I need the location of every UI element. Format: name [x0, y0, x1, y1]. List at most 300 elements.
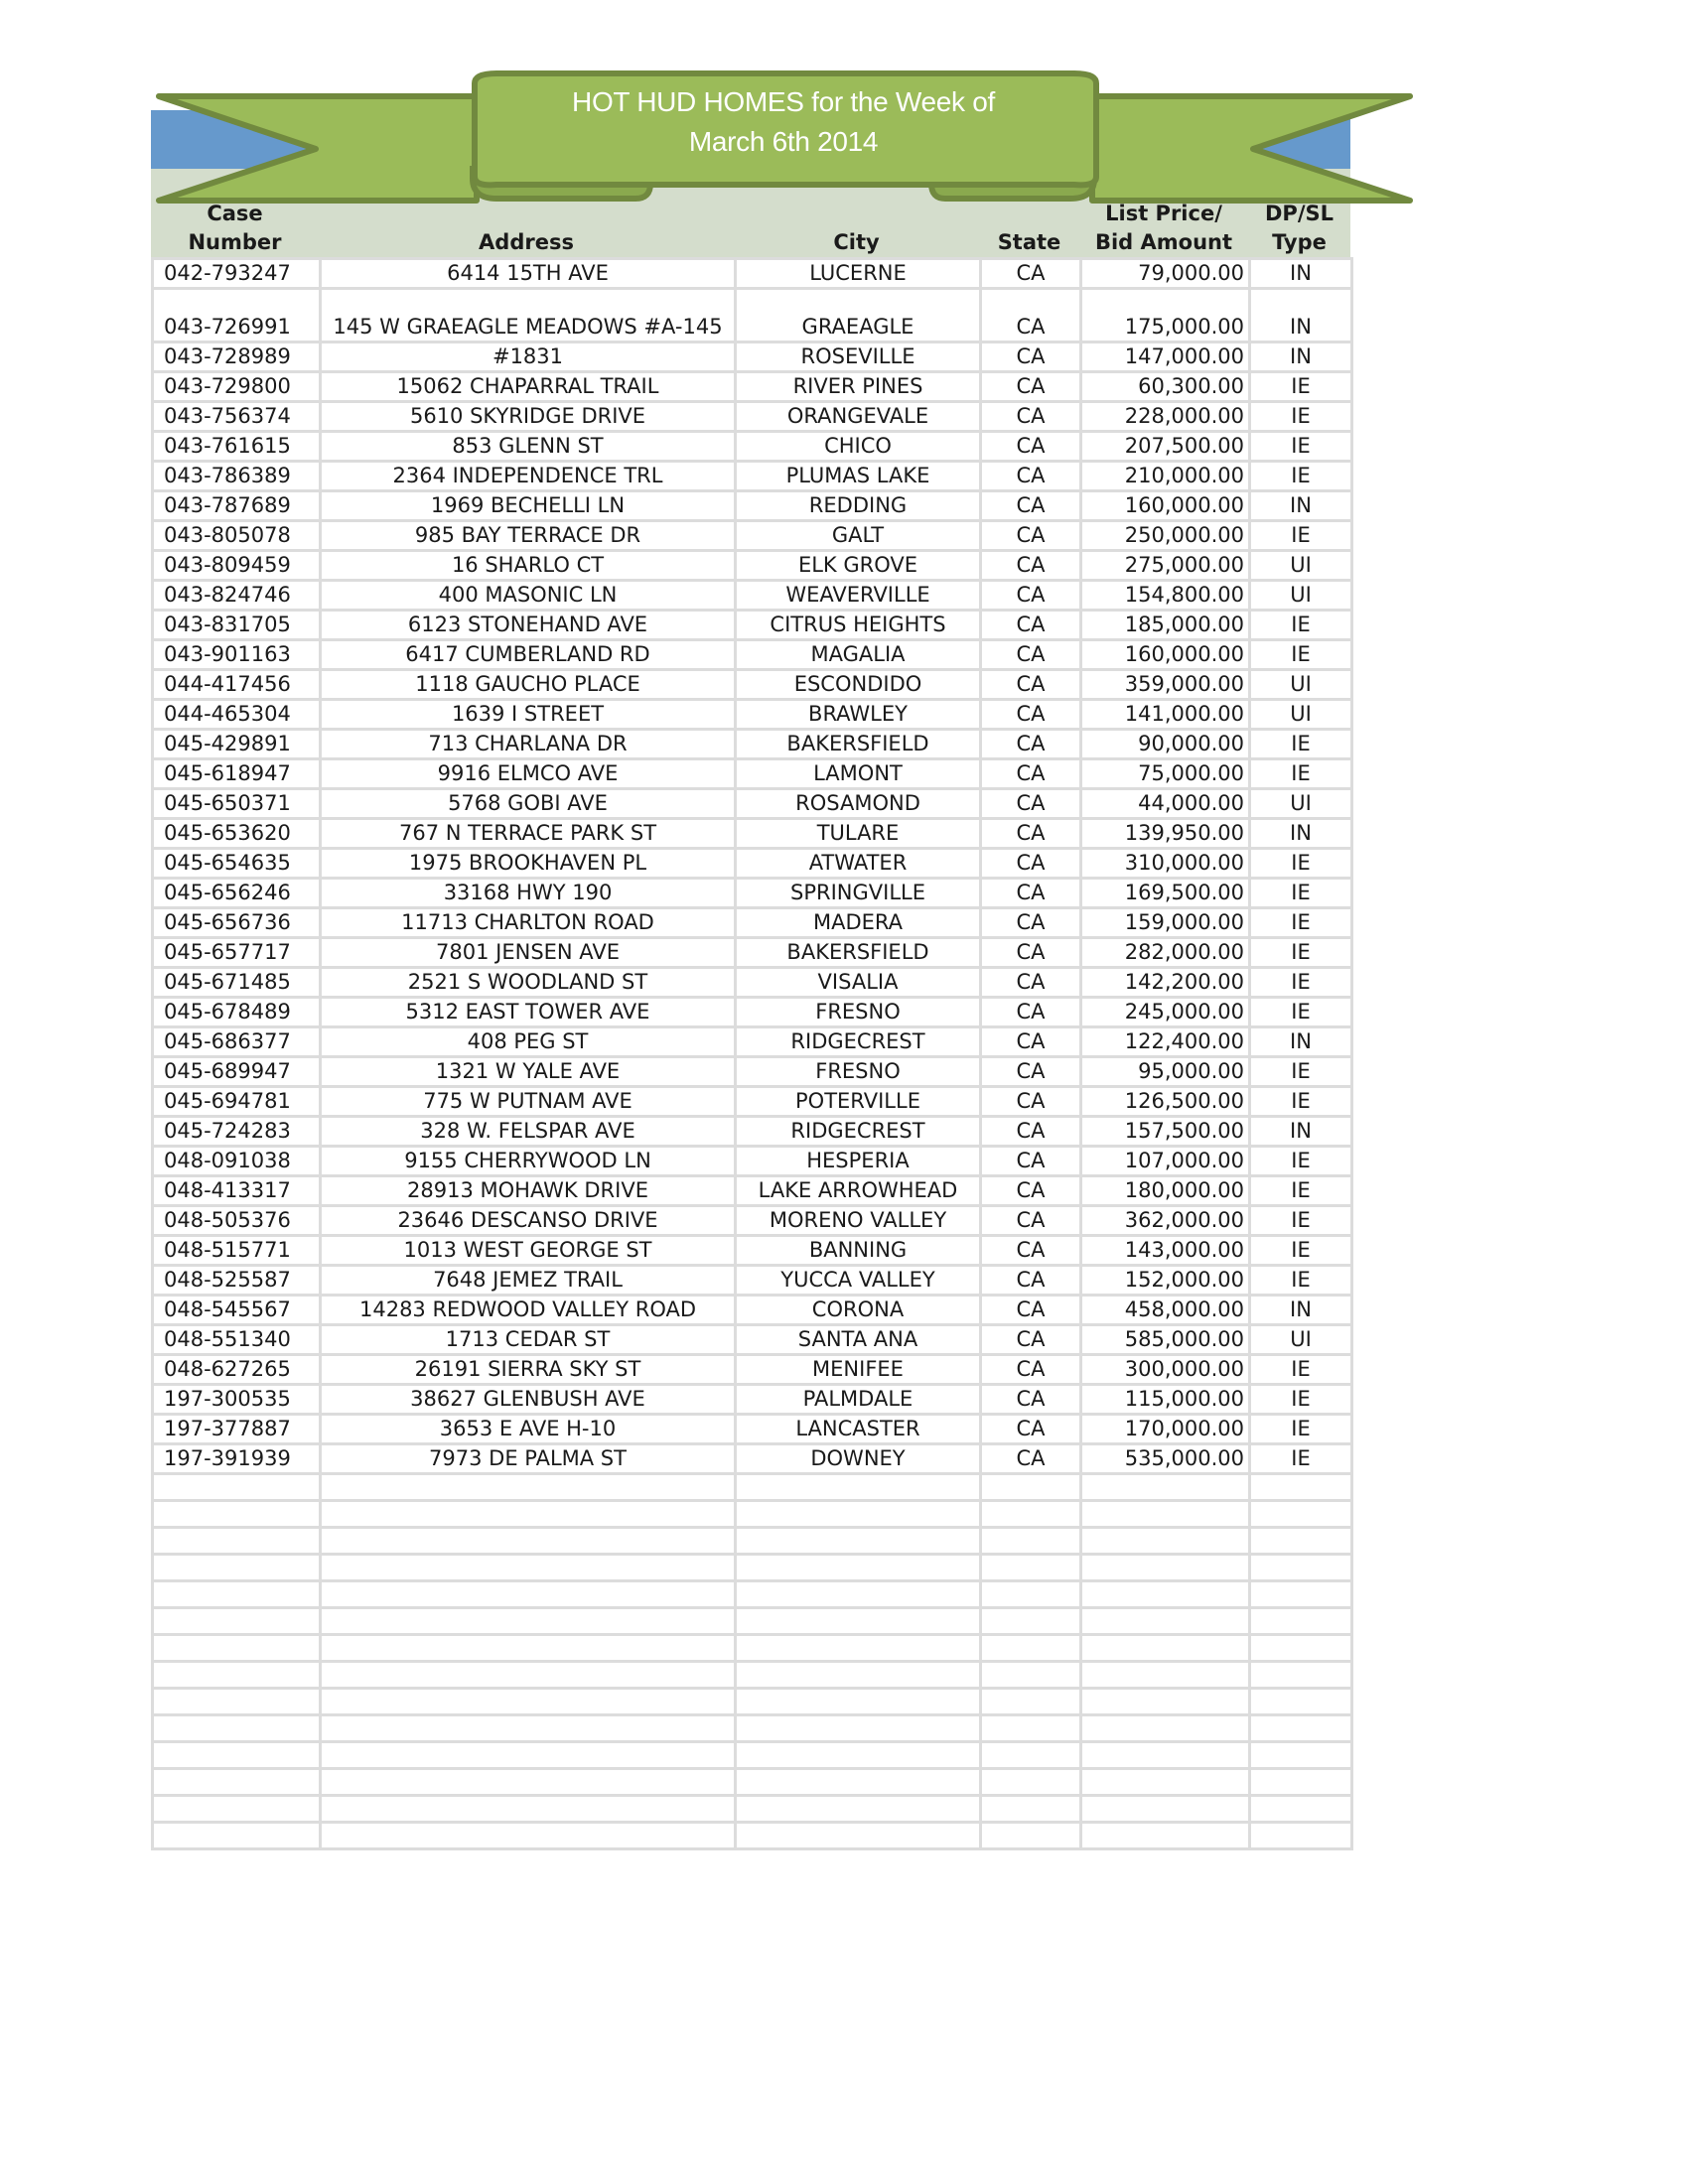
- case-number-cell: 045-724283: [153, 1117, 321, 1147]
- price-cell: 245,000.00: [1081, 998, 1250, 1027]
- state-cell: CA: [981, 1087, 1081, 1117]
- empty-cell: [321, 1689, 736, 1715]
- type-cell: IE: [1250, 521, 1352, 551]
- header-price: [1079, 194, 1248, 257]
- city-cell: LANCASTER: [736, 1415, 981, 1444]
- case-number-cell: 197-391939: [153, 1444, 321, 1474]
- empty-table-row: [153, 1581, 1352, 1608]
- empty-cell: [736, 1689, 981, 1715]
- empty-table-row: [153, 1528, 1352, 1555]
- state-cell: CA: [981, 1027, 1081, 1057]
- table-row: [153, 1415, 1352, 1444]
- page-title: [469, 82, 1098, 162]
- type-cell: IN: [1250, 259, 1352, 289]
- state-cell: CA: [981, 1176, 1081, 1206]
- table-row: [153, 998, 1352, 1027]
- header-price-line1: List Price/: [1105, 202, 1222, 225]
- case-number-cell: 044-417456: [153, 670, 321, 700]
- price-cell: 169,500.00: [1081, 879, 1250, 908]
- empty-table-row: [153, 1555, 1352, 1581]
- city-cell: LUCERNE: [736, 259, 981, 289]
- type-cell: IE: [1250, 938, 1352, 968]
- empty-cell: [153, 1823, 321, 1849]
- state-cell: CA: [981, 730, 1081, 759]
- table-row: [153, 1236, 1352, 1266]
- empty-cell: [1081, 1689, 1250, 1715]
- price-cell: 157,500.00: [1081, 1117, 1250, 1147]
- table-row: [153, 1444, 1352, 1474]
- city-cell: MENIFEE: [736, 1355, 981, 1385]
- empty-cell: [981, 1715, 1081, 1742]
- empty-cell: [736, 1635, 981, 1662]
- table-row: [153, 670, 1352, 700]
- empty-cell: [153, 1581, 321, 1608]
- case-number-cell: 043-756374: [153, 402, 321, 432]
- type-cell: UI: [1250, 581, 1352, 611]
- type-cell: IE: [1250, 1176, 1352, 1206]
- empty-cell: [981, 1742, 1081, 1769]
- type-cell: UI: [1250, 551, 1352, 581]
- price-cell: 152,000.00: [1081, 1266, 1250, 1296]
- table-row: [153, 1355, 1352, 1385]
- address-cell: 14283 REDWOOD VALLEY ROAD: [321, 1296, 736, 1325]
- empty-cell: [1250, 1796, 1352, 1823]
- empty-cell: [1250, 1715, 1352, 1742]
- empty-cell: [153, 1528, 321, 1555]
- empty-cell: [981, 1474, 1081, 1501]
- city-cell: HESPERIA: [736, 1147, 981, 1176]
- case-number-cell: 048-551340: [153, 1325, 321, 1355]
- empty-cell: [321, 1715, 736, 1742]
- state-cell: CA: [981, 1117, 1081, 1147]
- price-cell: 585,000.00: [1081, 1325, 1250, 1355]
- empty-cell: [981, 1635, 1081, 1662]
- price-cell: 250,000.00: [1081, 521, 1250, 551]
- empty-cell: [1250, 1635, 1352, 1662]
- type-cell: IN: [1250, 1117, 1352, 1147]
- table-row: [153, 342, 1352, 372]
- state-cell: CA: [981, 1266, 1081, 1296]
- address-cell: 5610 SKYRIDGE DRIVE: [321, 402, 736, 432]
- case-number-cell: 043-809459: [153, 551, 321, 581]
- price-cell: 207,500.00: [1081, 432, 1250, 462]
- case-number-cell: 043-805078: [153, 521, 321, 551]
- state-cell: CA: [981, 289, 1081, 342]
- type-cell: IE: [1250, 1385, 1352, 1415]
- header-case-line2: Number: [188, 230, 282, 254]
- ribbon-left-tail: [159, 96, 477, 201]
- city-cell: TULARE: [736, 819, 981, 849]
- empty-cell: [736, 1501, 981, 1528]
- empty-cell: [981, 1796, 1081, 1823]
- type-cell: IE: [1250, 372, 1352, 402]
- address-cell: 7973 DE PALMA ST: [321, 1444, 736, 1474]
- city-cell: RIVER PINES: [736, 372, 981, 402]
- city-cell: CORONA: [736, 1296, 981, 1325]
- city-cell: ELK GROVE: [736, 551, 981, 581]
- empty-table-row: [153, 1662, 1352, 1689]
- price-cell: 458,000.00: [1081, 1296, 1250, 1325]
- price-cell: 275,000.00: [1081, 551, 1250, 581]
- price-cell: 141,000.00: [1081, 700, 1250, 730]
- type-cell: IE: [1250, 1206, 1352, 1236]
- header-state-label: State: [997, 230, 1061, 254]
- type-cell: IE: [1250, 1057, 1352, 1087]
- header-case-line1: Case: [207, 202, 263, 225]
- state-cell: CA: [981, 372, 1081, 402]
- price-cell: 44,000.00: [1081, 789, 1250, 819]
- state-cell: CA: [981, 342, 1081, 372]
- empty-cell: [321, 1608, 736, 1635]
- empty-cell: [153, 1608, 321, 1635]
- case-number-cell: 048-505376: [153, 1206, 321, 1236]
- empty-cell: [736, 1742, 981, 1769]
- state-cell: CA: [981, 640, 1081, 670]
- city-cell: MAGALIA: [736, 640, 981, 670]
- type-cell: IE: [1250, 759, 1352, 789]
- table-row: [153, 968, 1352, 998]
- type-cell: UI: [1250, 789, 1352, 819]
- price-cell: 79,000.00: [1081, 259, 1250, 289]
- type-cell: IE: [1250, 1087, 1352, 1117]
- table-row: [153, 462, 1352, 491]
- city-cell: LAKE ARROWHEAD: [736, 1176, 981, 1206]
- empty-cell: [1081, 1742, 1250, 1769]
- empty-cell: [153, 1715, 321, 1742]
- type-cell: IN: [1250, 342, 1352, 372]
- empty-cell: [1250, 1581, 1352, 1608]
- address-cell: 1118 GAUCHO PLACE: [321, 670, 736, 700]
- empty-cell: [321, 1662, 736, 1689]
- city-cell: CITRUS HEIGHTS: [736, 611, 981, 640]
- empty-cell: [153, 1501, 321, 1528]
- address-cell: 5768 GOBI AVE: [321, 789, 736, 819]
- table-row: [153, 1385, 1352, 1415]
- table-row: [153, 1147, 1352, 1176]
- header-address-label: Address: [479, 230, 574, 254]
- address-cell: 16 SHARLO CT: [321, 551, 736, 581]
- city-cell: ESCONDIDO: [736, 670, 981, 700]
- header-city: [734, 194, 979, 257]
- type-cell: IE: [1250, 640, 1352, 670]
- case-number-cell: 043-726991: [153, 289, 321, 342]
- price-cell: 126,500.00: [1081, 1087, 1250, 1117]
- case-number-cell: 048-515771: [153, 1236, 321, 1266]
- price-cell: 362,000.00: [1081, 1206, 1250, 1236]
- city-cell: VISALIA: [736, 968, 981, 998]
- table-row: [153, 1176, 1352, 1206]
- table-row: [153, 1117, 1352, 1147]
- empty-cell: [1081, 1501, 1250, 1528]
- table-row: [153, 1206, 1352, 1236]
- state-cell: CA: [981, 1444, 1081, 1474]
- state-cell: CA: [981, 611, 1081, 640]
- state-cell: CA: [981, 1057, 1081, 1087]
- address-cell: 145 W GRAEAGLE MEADOWS #A-145: [321, 289, 736, 342]
- city-cell: LAMONT: [736, 759, 981, 789]
- case-number-cell: 045-656736: [153, 908, 321, 938]
- state-cell: CA: [981, 402, 1081, 432]
- empty-cell: [981, 1608, 1081, 1635]
- empty-cell: [1250, 1689, 1352, 1715]
- case-number-cell: 043-786389: [153, 462, 321, 491]
- case-number-cell: 045-618947: [153, 759, 321, 789]
- state-cell: CA: [981, 521, 1081, 551]
- empty-cell: [1081, 1528, 1250, 1555]
- address-cell: 6123 STONEHAND AVE: [321, 611, 736, 640]
- address-cell: 713 CHARLANA DR: [321, 730, 736, 759]
- empty-table-row: [153, 1501, 1352, 1528]
- address-cell: 767 N TERRACE PARK ST: [321, 819, 736, 849]
- table-row: [153, 432, 1352, 462]
- empty-cell: [1250, 1769, 1352, 1796]
- price-cell: 310,000.00: [1081, 849, 1250, 879]
- case-number-cell: 197-377887: [153, 1415, 321, 1444]
- state-cell: CA: [981, 938, 1081, 968]
- type-cell: IE: [1250, 908, 1352, 938]
- table-row: [153, 1087, 1352, 1117]
- title-line-2: March 6th 2014: [688, 126, 879, 157]
- type-cell: IN: [1250, 1296, 1352, 1325]
- header-case-number: [151, 194, 319, 257]
- type-cell: IN: [1250, 289, 1352, 342]
- empty-cell: [736, 1769, 981, 1796]
- empty-table-row: [153, 1742, 1352, 1769]
- city-cell: YUCCA VALLEY: [736, 1266, 981, 1296]
- city-cell: WEAVERVILLE: [736, 581, 981, 611]
- price-cell: 535,000.00: [1081, 1444, 1250, 1474]
- table-row: [153, 1057, 1352, 1087]
- table-row: [153, 1325, 1352, 1355]
- address-cell: 775 W PUTNAM AVE: [321, 1087, 736, 1117]
- case-number-cell: 045-429891: [153, 730, 321, 759]
- state-cell: CA: [981, 819, 1081, 849]
- case-number-cell: 197-300535: [153, 1385, 321, 1415]
- type-cell: UI: [1250, 1325, 1352, 1355]
- type-cell: IE: [1250, 968, 1352, 998]
- price-cell: 154,800.00: [1081, 581, 1250, 611]
- state-cell: CA: [981, 462, 1081, 491]
- city-cell: RIDGECREST: [736, 1117, 981, 1147]
- empty-cell: [1081, 1662, 1250, 1689]
- state-cell: CA: [981, 759, 1081, 789]
- empty-cell: [1081, 1635, 1250, 1662]
- price-cell: 107,000.00: [1081, 1147, 1250, 1176]
- address-cell: 38627 GLENBUSH AVE: [321, 1385, 736, 1415]
- empty-cell: [1081, 1769, 1250, 1796]
- price-cell: 170,000.00: [1081, 1415, 1250, 1444]
- state-cell: CA: [981, 1355, 1081, 1385]
- address-cell: 15062 CHAPARRAL TRAIL: [321, 372, 736, 402]
- price-cell: 159,000.00: [1081, 908, 1250, 938]
- type-cell: UI: [1250, 700, 1352, 730]
- empty-cell: [1250, 1474, 1352, 1501]
- case-number-cell: 045-653620: [153, 819, 321, 849]
- header-type-line1: DP/SL: [1265, 202, 1334, 225]
- type-cell: IN: [1250, 819, 1352, 849]
- empty-cell: [1250, 1501, 1352, 1528]
- city-cell: DOWNEY: [736, 1444, 981, 1474]
- table-row: [153, 908, 1352, 938]
- address-cell: 853 GLENN ST: [321, 432, 736, 462]
- price-cell: 160,000.00: [1081, 491, 1250, 521]
- listings-table: [151, 257, 1353, 1850]
- table-row: [153, 1027, 1352, 1057]
- empty-cell: [736, 1608, 981, 1635]
- address-cell: 3653 E AVE H-10: [321, 1415, 736, 1444]
- empty-cell: [981, 1581, 1081, 1608]
- table-row: [153, 259, 1352, 289]
- address-cell: 5312 EAST TOWER AVE: [321, 998, 736, 1027]
- case-number-cell: 042-793247: [153, 259, 321, 289]
- case-number-cell: 048-413317: [153, 1176, 321, 1206]
- empty-cell: [736, 1581, 981, 1608]
- case-number-cell: 048-545567: [153, 1296, 321, 1325]
- empty-cell: [981, 1528, 1081, 1555]
- empty-cell: [153, 1689, 321, 1715]
- address-cell: 1969 BECHELLI LN: [321, 491, 736, 521]
- empty-cell: [1250, 1662, 1352, 1689]
- state-cell: CA: [981, 1147, 1081, 1176]
- empty-cell: [321, 1823, 736, 1849]
- empty-cell: [1081, 1608, 1250, 1635]
- empty-cell: [321, 1528, 736, 1555]
- table-row: [153, 879, 1352, 908]
- type-cell: IE: [1250, 1444, 1352, 1474]
- empty-cell: [981, 1555, 1081, 1581]
- city-cell: REDDING: [736, 491, 981, 521]
- price-cell: 142,200.00: [1081, 968, 1250, 998]
- empty-cell: [1081, 1474, 1250, 1501]
- type-cell: IE: [1250, 849, 1352, 879]
- case-number-cell: 045-689947: [153, 1057, 321, 1087]
- state-cell: CA: [981, 581, 1081, 611]
- price-cell: 147,000.00: [1081, 342, 1250, 372]
- state-cell: CA: [981, 1236, 1081, 1266]
- empty-cell: [153, 1769, 321, 1796]
- header-type: [1248, 194, 1350, 257]
- empty-cell: [153, 1796, 321, 1823]
- price-cell: 300,000.00: [1081, 1355, 1250, 1385]
- case-number-cell: 048-627265: [153, 1355, 321, 1385]
- address-cell: 23646 DESCANSO DRIVE: [321, 1206, 736, 1236]
- address-cell: 28913 MOHAWK DRIVE: [321, 1176, 736, 1206]
- empty-cell: [736, 1474, 981, 1501]
- case-number-cell: 043-901163: [153, 640, 321, 670]
- type-cell: UI: [1250, 670, 1352, 700]
- case-number-cell: 043-761615: [153, 432, 321, 462]
- listings-table-body: [153, 259, 1352, 1849]
- case-number-cell: 043-831705: [153, 611, 321, 640]
- address-cell: 6414 15TH AVE: [321, 259, 736, 289]
- table-row: [153, 521, 1352, 551]
- type-cell: IN: [1250, 1027, 1352, 1057]
- table-row: [153, 938, 1352, 968]
- type-cell: IE: [1250, 1147, 1352, 1176]
- case-number-cell: 043-824746: [153, 581, 321, 611]
- table-row: [153, 759, 1352, 789]
- price-cell: 180,000.00: [1081, 1176, 1250, 1206]
- city-cell: FRESNO: [736, 998, 981, 1027]
- city-cell: MADERA: [736, 908, 981, 938]
- state-cell: CA: [981, 432, 1081, 462]
- empty-cell: [1081, 1823, 1250, 1849]
- empty-cell: [981, 1501, 1081, 1528]
- address-cell: 9916 ELMCO AVE: [321, 759, 736, 789]
- table-row: [153, 730, 1352, 759]
- case-number-cell: 043-729800: [153, 372, 321, 402]
- type-cell: IE: [1250, 879, 1352, 908]
- price-cell: 160,000.00: [1081, 640, 1250, 670]
- price-cell: 122,400.00: [1081, 1027, 1250, 1057]
- address-cell: 7801 JENSEN AVE: [321, 938, 736, 968]
- city-cell: ATWATER: [736, 849, 981, 879]
- state-cell: CA: [981, 849, 1081, 879]
- empty-cell: [1250, 1555, 1352, 1581]
- case-number-cell: 045-657717: [153, 938, 321, 968]
- state-cell: CA: [981, 491, 1081, 521]
- city-cell: SPRINGVILLE: [736, 879, 981, 908]
- address-cell: #1831: [321, 342, 736, 372]
- address-cell: 26191 SIERRA SKY ST: [321, 1355, 736, 1385]
- table-row: [153, 700, 1352, 730]
- city-cell: ORANGEVALE: [736, 402, 981, 432]
- empty-cell: [981, 1823, 1081, 1849]
- price-cell: 359,000.00: [1081, 670, 1250, 700]
- address-cell: 400 MASONIC LN: [321, 581, 736, 611]
- type-cell: IE: [1250, 611, 1352, 640]
- table-row: [153, 849, 1352, 879]
- case-number-cell: 048-091038: [153, 1147, 321, 1176]
- city-cell: SANTA ANA: [736, 1325, 981, 1355]
- address-cell: 2364 INDEPENDENCE TRL: [321, 462, 736, 491]
- type-cell: IE: [1250, 432, 1352, 462]
- case-number-cell: 045-671485: [153, 968, 321, 998]
- empty-cell: [153, 1635, 321, 1662]
- empty-cell: [321, 1555, 736, 1581]
- case-number-cell: 045-656246: [153, 879, 321, 908]
- city-cell: GRAEAGLE: [736, 289, 981, 342]
- case-number-cell: 043-787689: [153, 491, 321, 521]
- empty-cell: [736, 1662, 981, 1689]
- case-number-cell: 045-650371: [153, 789, 321, 819]
- empty-table-row: [153, 1635, 1352, 1662]
- empty-cell: [153, 1662, 321, 1689]
- header-state: [979, 194, 1079, 257]
- empty-cell: [321, 1796, 736, 1823]
- empty-cell: [736, 1796, 981, 1823]
- empty-cell: [153, 1474, 321, 1501]
- state-cell: CA: [981, 551, 1081, 581]
- empty-cell: [153, 1742, 321, 1769]
- empty-cell: [736, 1715, 981, 1742]
- address-cell: 1321 W YALE AVE: [321, 1057, 736, 1087]
- city-cell: POTERVILLE: [736, 1087, 981, 1117]
- price-cell: 115,000.00: [1081, 1385, 1250, 1415]
- empty-cell: [981, 1769, 1081, 1796]
- table-row: [153, 581, 1352, 611]
- empty-cell: [736, 1555, 981, 1581]
- state-cell: CA: [981, 789, 1081, 819]
- empty-cell: [736, 1823, 981, 1849]
- address-cell: 328 W. FELSPAR AVE: [321, 1117, 736, 1147]
- price-cell: 228,000.00: [1081, 402, 1250, 432]
- city-cell: BAKERSFIELD: [736, 730, 981, 759]
- table-row: [153, 402, 1352, 432]
- case-number-cell: 045-654635: [153, 849, 321, 879]
- address-cell: 9155 CHERRYWOOD LN: [321, 1147, 736, 1176]
- empty-cell: [321, 1769, 736, 1796]
